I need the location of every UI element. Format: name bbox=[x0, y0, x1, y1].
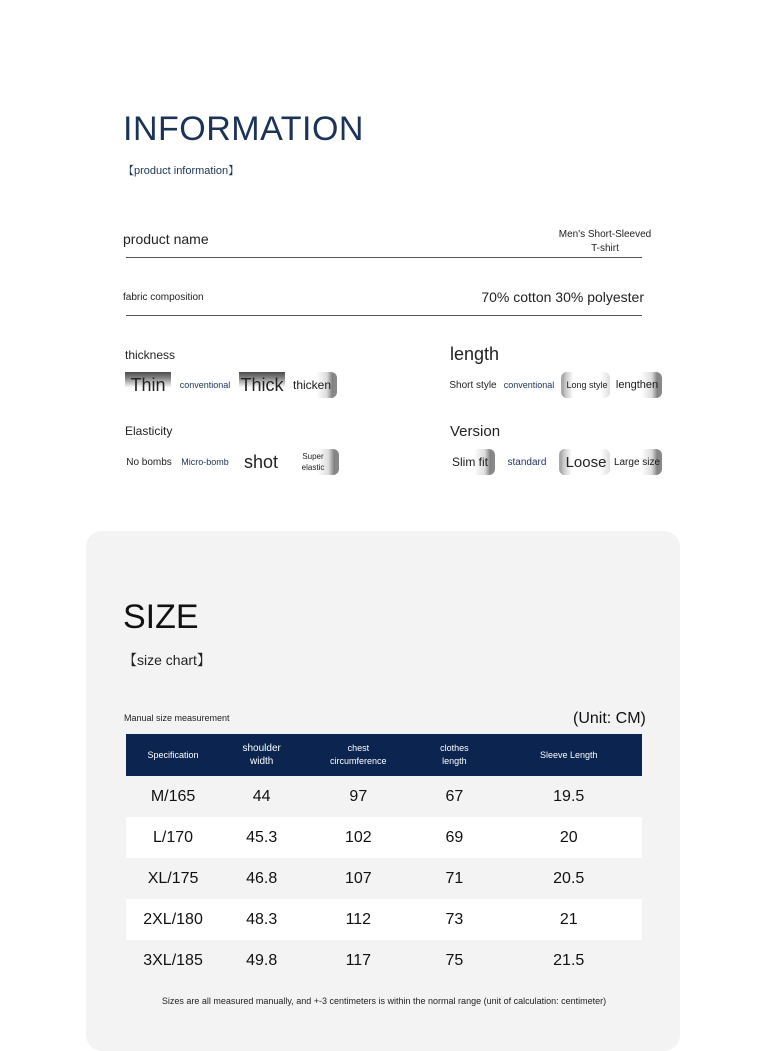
length-heading: length bbox=[450, 344, 500, 364]
cell-sleeve: 19.5 bbox=[553, 787, 585, 805]
size-table-header bbox=[126, 734, 642, 776]
cell-spec: M/165 bbox=[150, 787, 196, 805]
elasticity-options bbox=[125, 449, 339, 475]
thickness-option-thin: Thin bbox=[125, 372, 171, 398]
length-option-conventional: conventional bbox=[503, 380, 555, 390]
divider-fabric bbox=[126, 315, 642, 316]
table-row bbox=[126, 776, 642, 817]
table-row bbox=[126, 858, 642, 899]
thickness-option-conventional: conventional bbox=[179, 380, 231, 390]
thickness-option-thick: Thick bbox=[239, 372, 285, 398]
size-title: SIZE bbox=[123, 598, 199, 636]
length-option-short: Short style bbox=[449, 379, 497, 391]
version-options bbox=[449, 449, 662, 475]
length-options bbox=[449, 372, 662, 398]
elasticity-option-super: Super elastic bbox=[291, 449, 339, 475]
fabric-label: fabric composition bbox=[123, 292, 204, 303]
product-name-label: product name bbox=[123, 231, 209, 247]
elasticity-heading: Elasticity bbox=[125, 424, 173, 438]
cell-shoulder: 49.8 bbox=[246, 951, 278, 969]
thickness-options bbox=[125, 372, 337, 398]
cell-shoulder: 48.3 bbox=[220, 899, 303, 940]
info-title: INFORMATION bbox=[123, 110, 364, 148]
cell-spec: 3XL/185 bbox=[143, 951, 203, 969]
divider-product-name bbox=[126, 257, 642, 258]
cell-shoulder: 46.8 bbox=[246, 869, 278, 887]
cell-length: 73 bbox=[413, 899, 495, 940]
unit-label: (Unit: CM) bbox=[573, 710, 646, 727]
cell-sleeve: 20 bbox=[495, 817, 642, 858]
cell-sleeve: 21.5 bbox=[553, 951, 585, 969]
version-option-large: Large size bbox=[616, 449, 662, 475]
product-name-value-line1: Men's Short-Sleeved bbox=[558, 229, 652, 240]
cell-shoulder: 44 bbox=[252, 787, 271, 805]
header-specification: Specification bbox=[126, 734, 220, 776]
header-chest-circumference: chest circumference bbox=[303, 734, 413, 776]
thickness-heading: thickness bbox=[125, 348, 176, 362]
product-name-value bbox=[540, 228, 670, 256]
version-option-standard: standard bbox=[507, 456, 547, 468]
cell-length: 69 bbox=[413, 817, 495, 858]
cell-length: 67 bbox=[445, 787, 464, 805]
length-option-long: Long style bbox=[561, 372, 610, 398]
cell-chest: 117 bbox=[345, 951, 372, 969]
cell-chest: 107 bbox=[344, 869, 372, 887]
cell-length: 71 bbox=[445, 869, 464, 887]
version-heading: Version bbox=[450, 423, 501, 440]
cell-sleeve: 21 bbox=[495, 899, 642, 940]
cell-sleeve: 20.5 bbox=[553, 869, 585, 887]
version-option-loose: Loose bbox=[559, 449, 610, 475]
length-option-lengthen: lengthen bbox=[616, 372, 662, 398]
cell-spec: L/170 bbox=[126, 817, 220, 858]
elasticity-option-no-bombs: No bombs bbox=[126, 456, 172, 468]
fabric-value: 70% cotton 30% polyester bbox=[481, 289, 644, 305]
cell-chest: 102 bbox=[303, 817, 413, 858]
version-option-slim: Slim fit bbox=[449, 449, 495, 475]
table-row bbox=[126, 899, 642, 940]
cell-length: 75 bbox=[445, 951, 464, 969]
header-clothes-length: clothes length bbox=[413, 734, 495, 776]
size-table bbox=[126, 734, 642, 981]
size-subtitle: 【size chart】 bbox=[123, 652, 211, 668]
table-row bbox=[126, 817, 642, 858]
cell-chest: 97 bbox=[349, 787, 368, 805]
manual-measurement-label: Manual size measurement bbox=[124, 713, 230, 723]
product-name-value-line2: T-shirt bbox=[591, 243, 619, 254]
cell-chest: 112 bbox=[303, 899, 413, 940]
cell-shoulder: 45.3 bbox=[220, 817, 303, 858]
cell-spec: XL/175 bbox=[147, 869, 199, 887]
elasticity-option-micro: Micro-bomb bbox=[181, 457, 229, 467]
elasticity-option-shot: shot bbox=[243, 451, 279, 472]
header-sleeve-length: Sleeve Length bbox=[495, 734, 642, 776]
thickness-option-thicken: thicken bbox=[291, 372, 337, 398]
info-subtitle: 【product information】 bbox=[123, 165, 240, 177]
header-shoulder-width: shoulder width bbox=[220, 734, 303, 776]
table-row bbox=[126, 940, 642, 981]
measurement-note: Sizes are all measured manually, and +-3 centimeters is within the normal range (unit of calculation: centimeter) bbox=[161, 996, 607, 1006]
cell-spec: 2XL/180 bbox=[126, 899, 220, 940]
